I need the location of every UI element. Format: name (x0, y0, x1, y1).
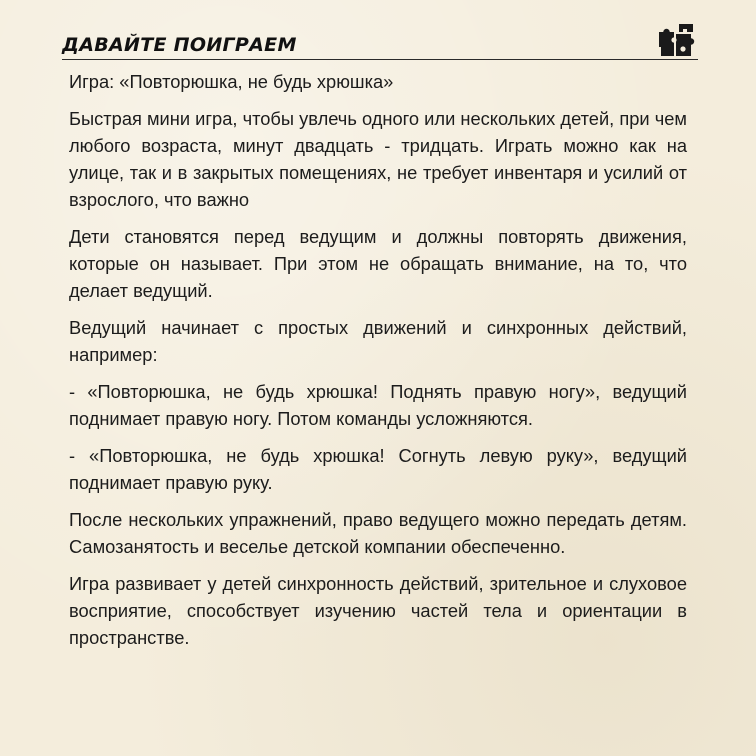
game-title: Игра: «Повторюшка, не будь хрюшка» (69, 71, 394, 92)
header-divider (62, 59, 698, 60)
header (62, 22, 698, 62)
puzzle-icon (657, 22, 697, 58)
paragraph-setup: Дети становятся перед ведущим и должны повторять движения, которые он называет. При этом не обращать внимание, на то, что делает ведущий. (69, 226, 687, 301)
article-body (69, 68, 687, 661)
paragraph-example-2: - «Повторюшка, не будь хрюшка! Согнуть левую руку», ведущий поднимает правую руку. (69, 445, 687, 493)
paragraph-benefits: Игра развивает у детей синхронность действий, зрительное и слуховое восприятие, способствует изучению частей тела и ориентации в пространстве. (69, 573, 687, 648)
paragraph-start: Ведущий начинает с простых движений и синхронных действий, например: (69, 317, 687, 365)
page-title: ДАВАЙТЕ ПОИГРАЕМ (62, 34, 297, 56)
paragraph-rotation: После нескольких упражнений, право ведущего можно передать детям. Самозанятость и веселье детской компании обеспеченно. (69, 509, 687, 557)
paragraph-example-1: - «Повторюшка, не будь хрюшка! Поднять правую ногу», ведущий поднимает правую ногу. Потом команды усложняются. (69, 381, 687, 429)
paragraph-intro: Быстрая мини игра, чтобы увлечь одного или нескольких детей, при чем любого возраста, минут двадцать - тридцать. Играть можно как на улице, так и в закрытых помещениях, не требует инвентаря и усилий от взрослого, что важно (69, 108, 687, 210)
